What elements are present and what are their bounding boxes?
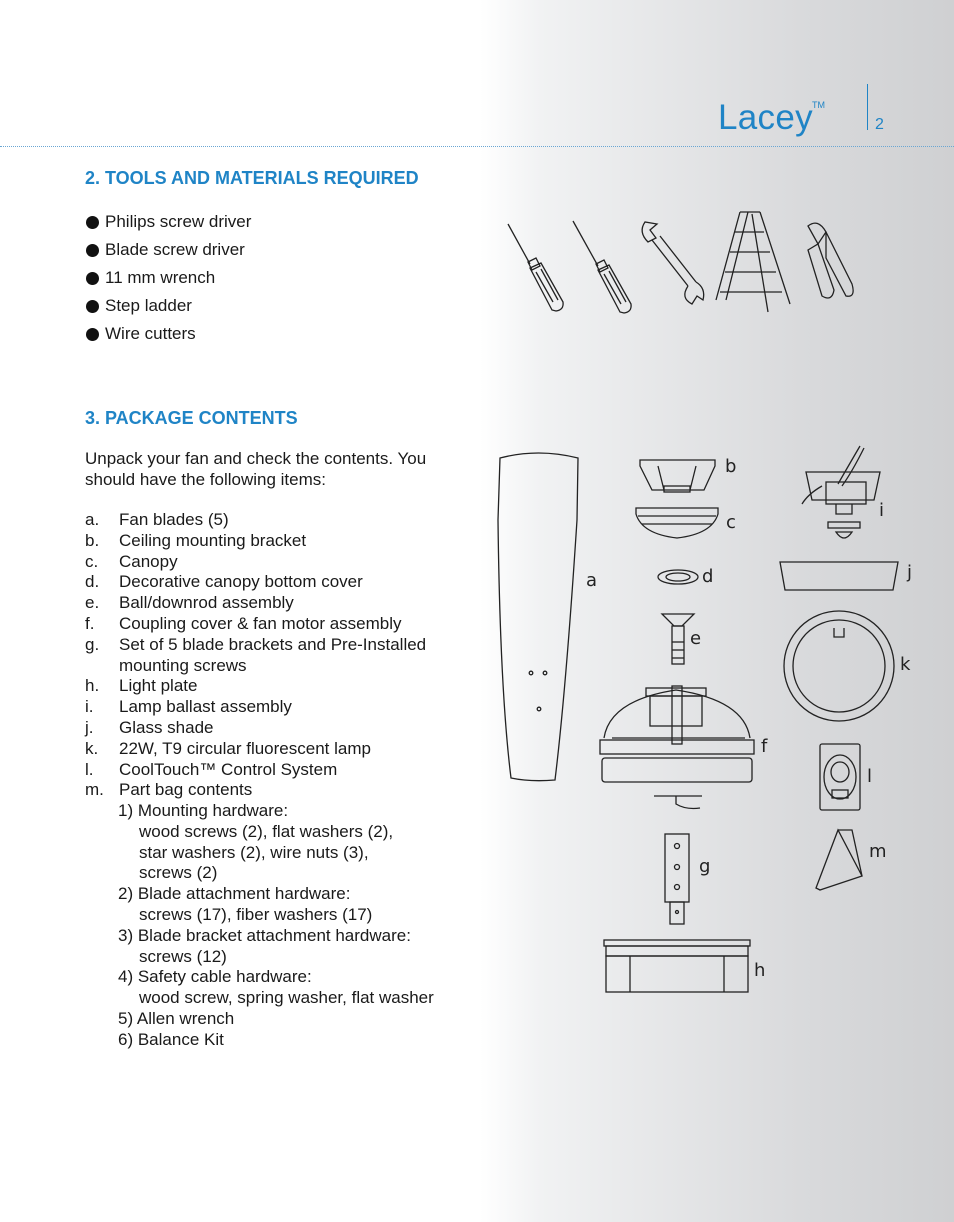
part-text: Glass shade <box>119 717 214 737</box>
fan-blade-drawing <box>498 453 578 781</box>
light-plate-drawing <box>604 940 750 992</box>
label-h: h <box>754 960 766 981</box>
label-d: d <box>702 566 714 587</box>
bag-item-detail: screws (12) <box>139 946 227 966</box>
tool-label: Wire cutters <box>105 324 196 343</box>
brand-title: Lacey <box>718 98 813 137</box>
part-bag-drawing <box>816 830 862 890</box>
tool-label: Blade screw driver <box>105 240 245 259</box>
label-c: c <box>726 512 736 533</box>
label-a: a <box>586 570 598 591</box>
lamp-ballast-drawing <box>802 446 880 538</box>
tool-label: Philips screw driver <box>105 212 252 231</box>
wire-cutters-icon <box>808 223 853 298</box>
label-m: m <box>869 841 887 862</box>
part-text: Light plate <box>119 676 198 696</box>
part-text: Fan blades (5) <box>119 510 229 529</box>
part-letter: j. <box>85 717 94 737</box>
canopy-drawing <box>636 508 718 538</box>
part-letter: f. <box>85 613 95 633</box>
glass-shade-drawing <box>780 562 898 590</box>
bag-item-title: 4) Safety cable hardware: <box>118 967 312 987</box>
part-text: Lamp ballast assembly <box>119 697 292 717</box>
label-e: e <box>690 628 702 649</box>
trademark-mark: TM <box>812 100 825 110</box>
label-k: k <box>900 654 911 675</box>
part-letter: i. <box>85 697 94 717</box>
part-letter: m. <box>85 780 104 800</box>
bag-item-title: 1) Mounting hardware: <box>118 801 289 820</box>
part-letter: h. <box>85 676 100 696</box>
bag-item-detail: wood screws (2), flat washers (2), star washers (2), wire nuts (3), screws (2) <box>139 821 394 883</box>
label-l: l <box>867 766 873 787</box>
tools-section-title: 2. TOOLS AND MATERIALS REQUIRED <box>85 168 419 188</box>
part-text: 22W, T9 circular fluorescent lamp <box>119 738 371 758</box>
downrod-drawing <box>662 614 694 626</box>
philips-screwdriver-icon <box>508 224 563 311</box>
part-letter: e. <box>85 593 100 613</box>
bag-item-detail: screws (17), fiber washers (17) <box>139 904 373 924</box>
page-number: 2 <box>875 116 884 133</box>
part-text: Ball/downrod assembly <box>119 593 294 613</box>
label-g: g <box>699 856 711 877</box>
label-f: f <box>761 736 768 757</box>
part-text: Decorative canopy bottom cover <box>119 572 363 592</box>
circular-lamp-drawing <box>784 611 894 721</box>
tool-label: 11 mm wrench <box>105 268 216 287</box>
part-letter: g. <box>85 634 100 654</box>
part-text: Canopy <box>119 551 178 571</box>
step-ladder-icon <box>716 212 790 312</box>
package-intro: Unpack your fan and check the contents. You should have the following items: <box>85 449 427 489</box>
label-i: i <box>879 500 885 521</box>
label-b: b <box>725 456 737 477</box>
bag-item-title: 2) Blade attachment hardware: <box>118 884 351 904</box>
part-letter: d. <box>85 572 100 592</box>
part-letter: k. <box>85 738 99 758</box>
canopy-cover-drawing <box>658 570 698 584</box>
bag-item-title: 6) Balance Kit <box>118 1029 224 1049</box>
motor-assembly-drawing <box>600 686 754 809</box>
bag-item-title: 3) Blade bracket attachment hardware: <box>118 925 411 945</box>
part-letter: l. <box>85 759 94 779</box>
blade-bracket-drawing <box>665 834 689 924</box>
blade-screwdriver-icon <box>573 221 631 313</box>
part-text: Part bag contents <box>119 780 253 800</box>
package-section-title: 3. PACKAGE CONTENTS <box>85 408 298 428</box>
part-letter: c. <box>85 551 99 571</box>
part-text: Ceiling mounting bracket <box>119 530 307 550</box>
part-text: Coupling cover & fan motor assembly <box>119 613 402 633</box>
bag-item-title: 5) Allen wrench <box>118 1008 235 1028</box>
part-text: CoolTouch™ Control System <box>119 759 338 779</box>
wrench-icon <box>642 222 704 304</box>
part-text: Set of 5 blade brackets and Pre-Installed mounting screws <box>119 634 427 675</box>
tool-label: Step ladder <box>105 296 192 315</box>
part-letter: b. <box>85 530 100 550</box>
bag-item-detail: wood screw, spring washer, flat washer <box>139 988 434 1008</box>
control-system-drawing <box>820 744 860 810</box>
part-letter: a. <box>85 510 100 529</box>
label-j: j <box>907 562 913 583</box>
